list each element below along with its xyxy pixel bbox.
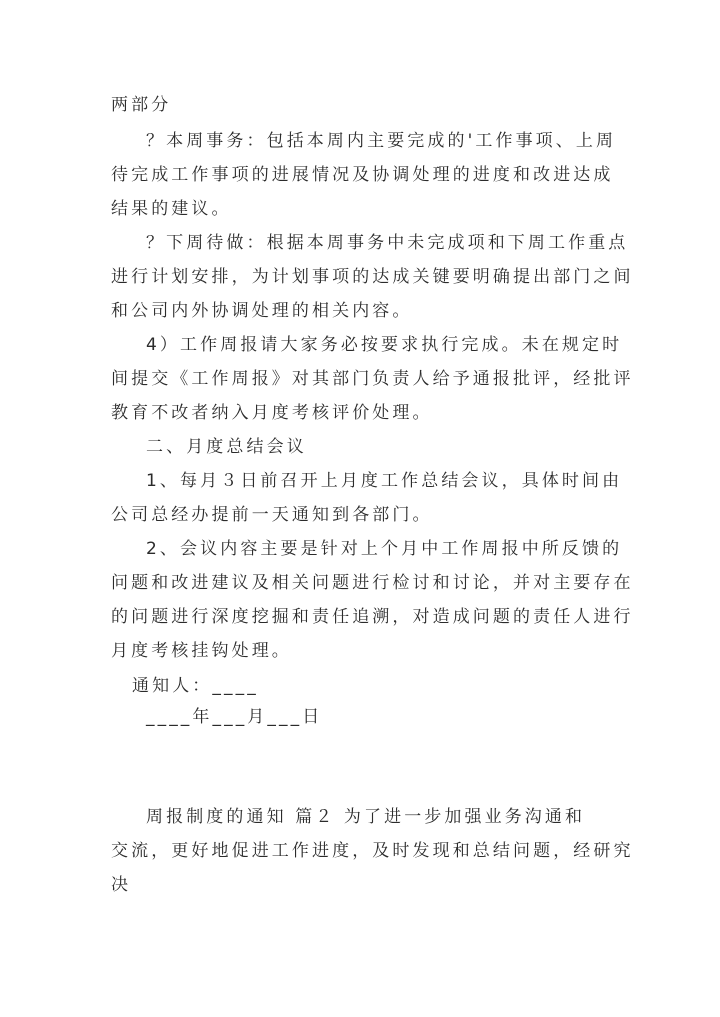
text-line: 结果的建议。 [111, 199, 232, 219]
text-line: 的问题进行深度挖掘和责任追溯，对造成问题的责任人进行 [111, 607, 634, 627]
text-line: 两部分 [111, 95, 172, 115]
text-line: 教育不改者纳入月度考核评价处理。 [111, 403, 433, 423]
text-line: ？本周事务：包括本周内主要完成的'工作事项、上周 [146, 131, 617, 151]
text-line: ？下周待做：根据本周事务中未完成项和下周工作重点 [146, 233, 629, 253]
text-line: 周报制度的通知 篇２ 为了进一步加强业务沟通和 [146, 807, 586, 827]
text-line: 1、每月３日前召开上月度工作总结会议，具体时间由 [146, 471, 623, 491]
text-line: 公司总经办提前一天通知到各部门。 [111, 505, 433, 525]
section-heading: 二、月度总结会议 [146, 437, 307, 457]
text-line: 2、会议内容主要是针对上个月中工作周报中所反馈的 [146, 539, 623, 559]
text-line: 月度考核挂钩处理。 [111, 641, 292, 661]
date-line: ____年___月___日 [146, 707, 323, 727]
text-line: 进行计划安排，为计划事项的达成关键要明确提出部门之间 [111, 267, 634, 287]
text-line: 待完成工作事项的进展情况及协调处理的进度和改进达成 [111, 165, 614, 185]
notifier-signature: 通知人：____ [132, 676, 259, 696]
text-line: 4）工作周报请大家务必按要求执行完成。未在规定时 [146, 335, 623, 355]
text-line: 间提交《工作周报》对其部门负责人给予通报批评，经批评 [111, 369, 634, 389]
text-line: 问题和改进建议及相关问题进行检讨和讨论，并对主要存在 [111, 573, 634, 593]
text-line: 交流，更好地促进工作进度，及时发现和总结问题，经研究 [111, 841, 634, 861]
text-line: 决 [111, 875, 132, 895]
text-line: 和公司内外协调处理的相关内容。 [111, 301, 413, 321]
